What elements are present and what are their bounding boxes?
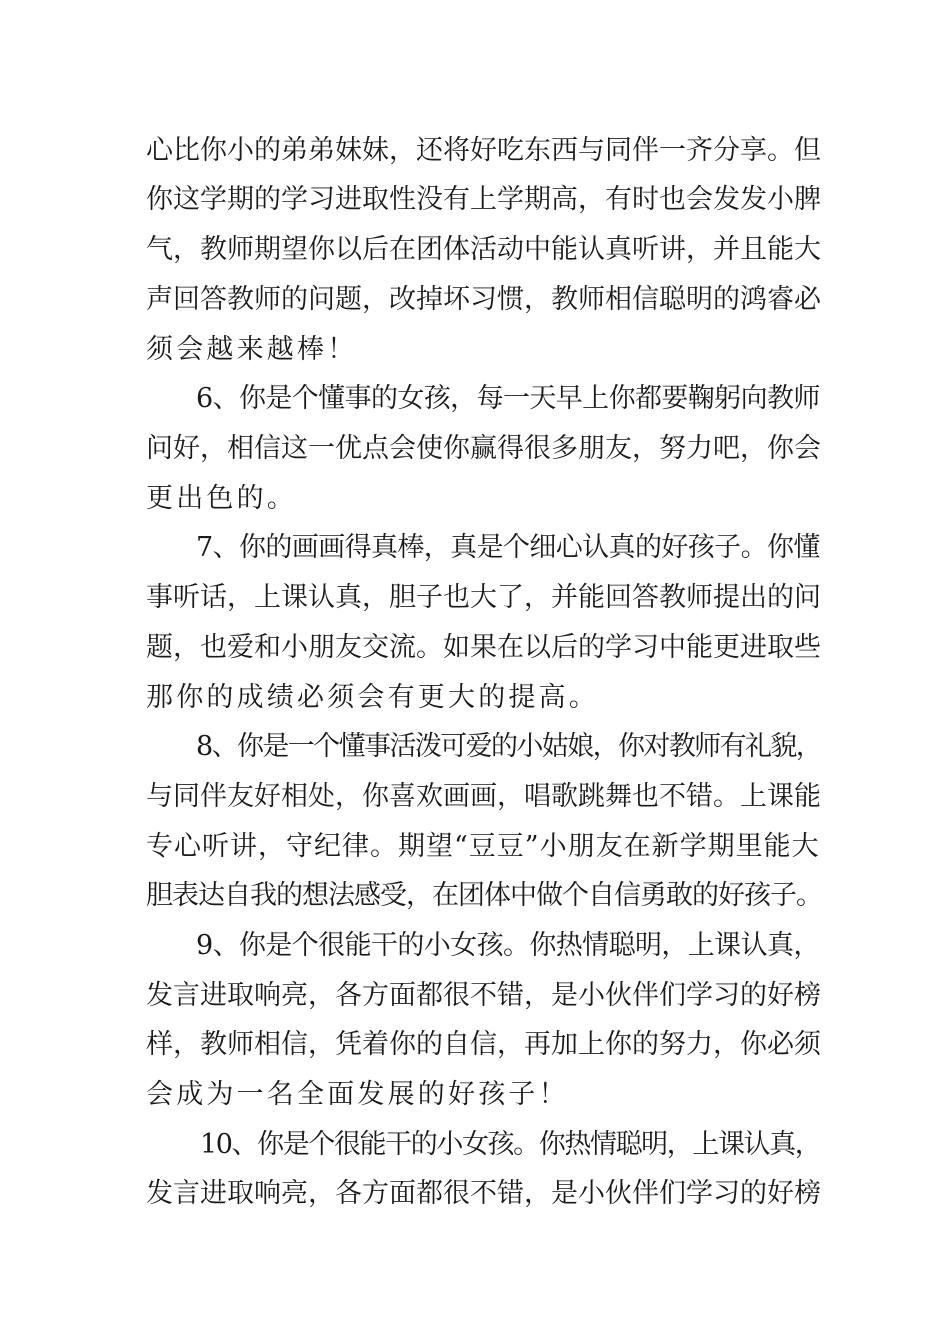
text-line: 与同伴友好相处，你喜欢画画，唱歌跳舞也不错。上课能 — [146, 781, 821, 812]
text-line: 发言进取响亮，各方面都很不错，是小伙伴们学习的好榜 — [146, 1178, 821, 1209]
text-line: 专心听讲，守纪律。期望“豆豆”小朋友在新学期里能大 — [146, 831, 820, 862]
text-line: 会成为一名全面发展的好孩子！ — [146, 1079, 569, 1110]
text-line: 声回答教师的问题，改掉坏习惯，教师相信聪明的鸿睿必 — [146, 284, 821, 315]
text-line: 发言进取响亮，各方面都很不错，是小伙伴们学习的好榜 — [146, 980, 821, 1011]
text-line: 气，教师期望你以后在团体活动中能认真听讲，并且能大 — [146, 234, 821, 265]
text-line: 10、你是个很能干的小女孩。你热情聪明，上课认真， — [200, 1129, 821, 1160]
text-line: 7、你的画画得真棒，真是个细心认真的好孩子。你懂 — [196, 532, 820, 563]
text-line: 胆表达自我的想法感受，在团体中做个自信勇敢的好孩子。 — [146, 880, 822, 911]
text-line: 事听话，上课认真，胆子也大了，并能回答教师提出的问 — [146, 582, 821, 613]
text-line: 那你的成绩必须会有更大的提高。 — [146, 682, 599, 713]
text-line: 6、你是个懂事的女孩，每一天早上你都要鞠躬向教师 — [196, 383, 820, 414]
text-line: 须会越来越棒！ — [146, 334, 358, 365]
text-line: 题，也爱和小朋友交流。如果在以后的学习中能更进取些 — [146, 632, 821, 663]
text-line: 问好，相信这一优点会使你赢得很多朋友，努力吧，你会 — [146, 433, 821, 464]
text-line: 8、你是一个懂事活泼可爱的小姑娘，你对教师有礼貌， — [196, 731, 822, 762]
text-line: 你这学期的学习进取性没有上学期高，有时也会发发小脾 — [146, 184, 821, 215]
text-line: 更出色的。 — [146, 483, 297, 514]
text-line: 心比你小的弟弟妹妹，还将好吃东西与同伴一齐分享。但 — [146, 135, 821, 166]
text-line: 样，教师相信，凭着你的自信，再加上你的努力，你必须 — [146, 1029, 821, 1060]
text-line: 9、你是个很能干的小女孩。你热情聪明，上课认真， — [196, 930, 820, 961]
